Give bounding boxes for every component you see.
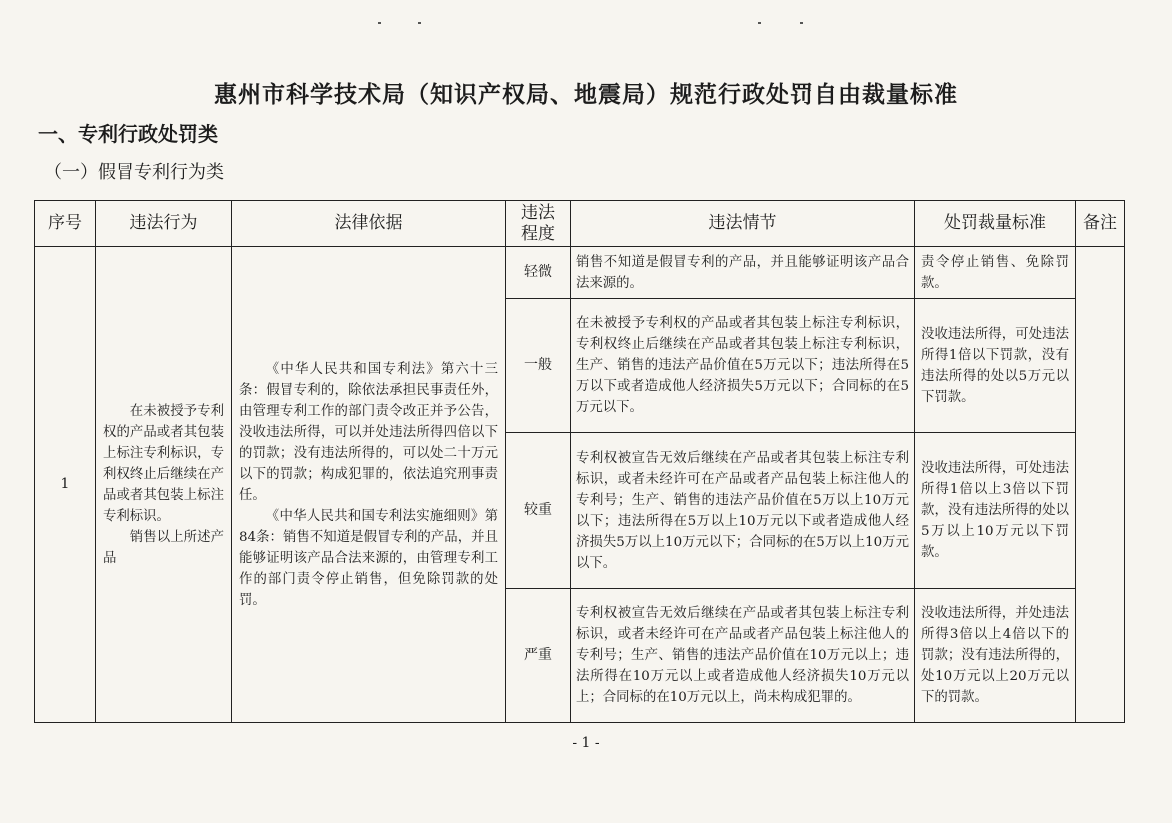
table-row: [35, 247, 1125, 299]
act-paragraph: 销售以上所述产品: [103, 529, 224, 566]
circumstances-cell: 专利权被宣告无效后继续在产品或者其包装上标注专利标识，或者未经许可在产品或者产品包装上标注他人的专利号；生产、销售的违法产品价值在5万以上10万元以下；违法所得在5万以上10万元以下或者造成他人经济损失5万以上10万元以下；合同标的在5万以上10万元以下。: [571, 433, 915, 589]
penalty-cell: 没收违法所得，可处违法所得1倍以上3倍以下罚款，没有违法所得的处以5万以上10万元以下罚款。: [915, 433, 1076, 589]
basis-paragraph: 《中华人民共和国专利法》第六十三条：假冒专利的，除依法承担民事责任外，由管理专利工作的部门责令改正并予公告，没收违法所得，可以并处违法所得四倍以下的罚款；没有违法所得的，可以处二十万元以下的罚款；构成犯罪的，依法追究刑事责任。: [239, 361, 498, 503]
degree-cell: 较重: [506, 433, 571, 589]
basis-paragraph: 《中华人民共和国专利法实施细则》第84条：销售不知道是假冒专利的产品，并且能够证明该产品合法来源的，由管理专利工作的部门责令停止销售，但免除罚款的处罚。: [239, 508, 498, 608]
section-heading: 一、专利行政处罚类: [38, 122, 218, 146]
penalty-cell: 没收违法所得，并处违法所得3倍以上4倍以下的罚款；没有违法所得的，处10万元以上20万元以下的罚款。: [915, 589, 1076, 723]
header-row: [35, 201, 1125, 247]
degree-cell: 一般: [506, 299, 571, 433]
act-paragraph: 在未被授予专利权的产品或者其包装上标注专利标识，专利权终止后继续在产品或者其包装上标注专利标识。: [103, 403, 224, 524]
circumstances-cell: 在未被授予专利权的产品或者其包装上标注专利标识，专利权终止后继续在产品或者其包装上标注专利标识，生产、销售的违法产品价值在5万元以下；违法所得在5万以下或者造成他人经济损失5万元以下；合同标的在5万元以下。: [571, 299, 915, 433]
degree-cell: 轻微: [506, 247, 571, 299]
header-degree: 违法 程度: [506, 201, 571, 247]
penalty-cell: 责令停止销售、免除罚款。: [915, 247, 1076, 299]
header-seq: 序号: [35, 201, 96, 247]
scan-speck: [418, 22, 421, 24]
subsection-heading: （一）假冒专利行为类: [44, 162, 224, 183]
header-circumstances: 违法情节: [571, 201, 915, 247]
penalty-standard-table: [34, 200, 1125, 723]
row-act: [96, 247, 232, 723]
scan-speck: [378, 22, 381, 24]
circumstances-cell: 销售不知道是假冒专利的产品，并且能够证明该产品合法来源的。: [571, 247, 915, 299]
header-remarks: 备注: [1076, 201, 1125, 247]
document-title: 惠州市科学技术局（知识产权局、地震局）规范行政处罚自由裁量标准: [214, 82, 958, 108]
degree-cell: 严重: [506, 589, 571, 723]
header-act: 违法行为: [96, 201, 232, 247]
scan-speck: [800, 22, 803, 24]
remarks-cell: [1076, 247, 1125, 723]
circumstances-cell: 专利权被宣告无效后继续在产品或者其包装上标注专利标识，或者未经许可在产品或者产品包装上标注他人的专利号；生产、销售的违法产品价值在10万元以上；违法所得在10万元以上或者造成他人经济损失10万元以上；合同标的在10万元以上，尚未构成犯罪的。: [571, 589, 915, 723]
header-penalty: 处罚裁量标准: [915, 201, 1076, 247]
row-basis: [232, 247, 506, 723]
row-seq: 1: [35, 247, 96, 723]
page-number: - 1 -: [572, 735, 600, 751]
penalty-cell: 没收违法所得，可处违法所得1倍以下罚款，没有违法所得的处以5万元以下罚款。: [915, 299, 1076, 433]
header-basis: 法律依据: [232, 201, 506, 247]
scan-speck: [758, 22, 761, 24]
